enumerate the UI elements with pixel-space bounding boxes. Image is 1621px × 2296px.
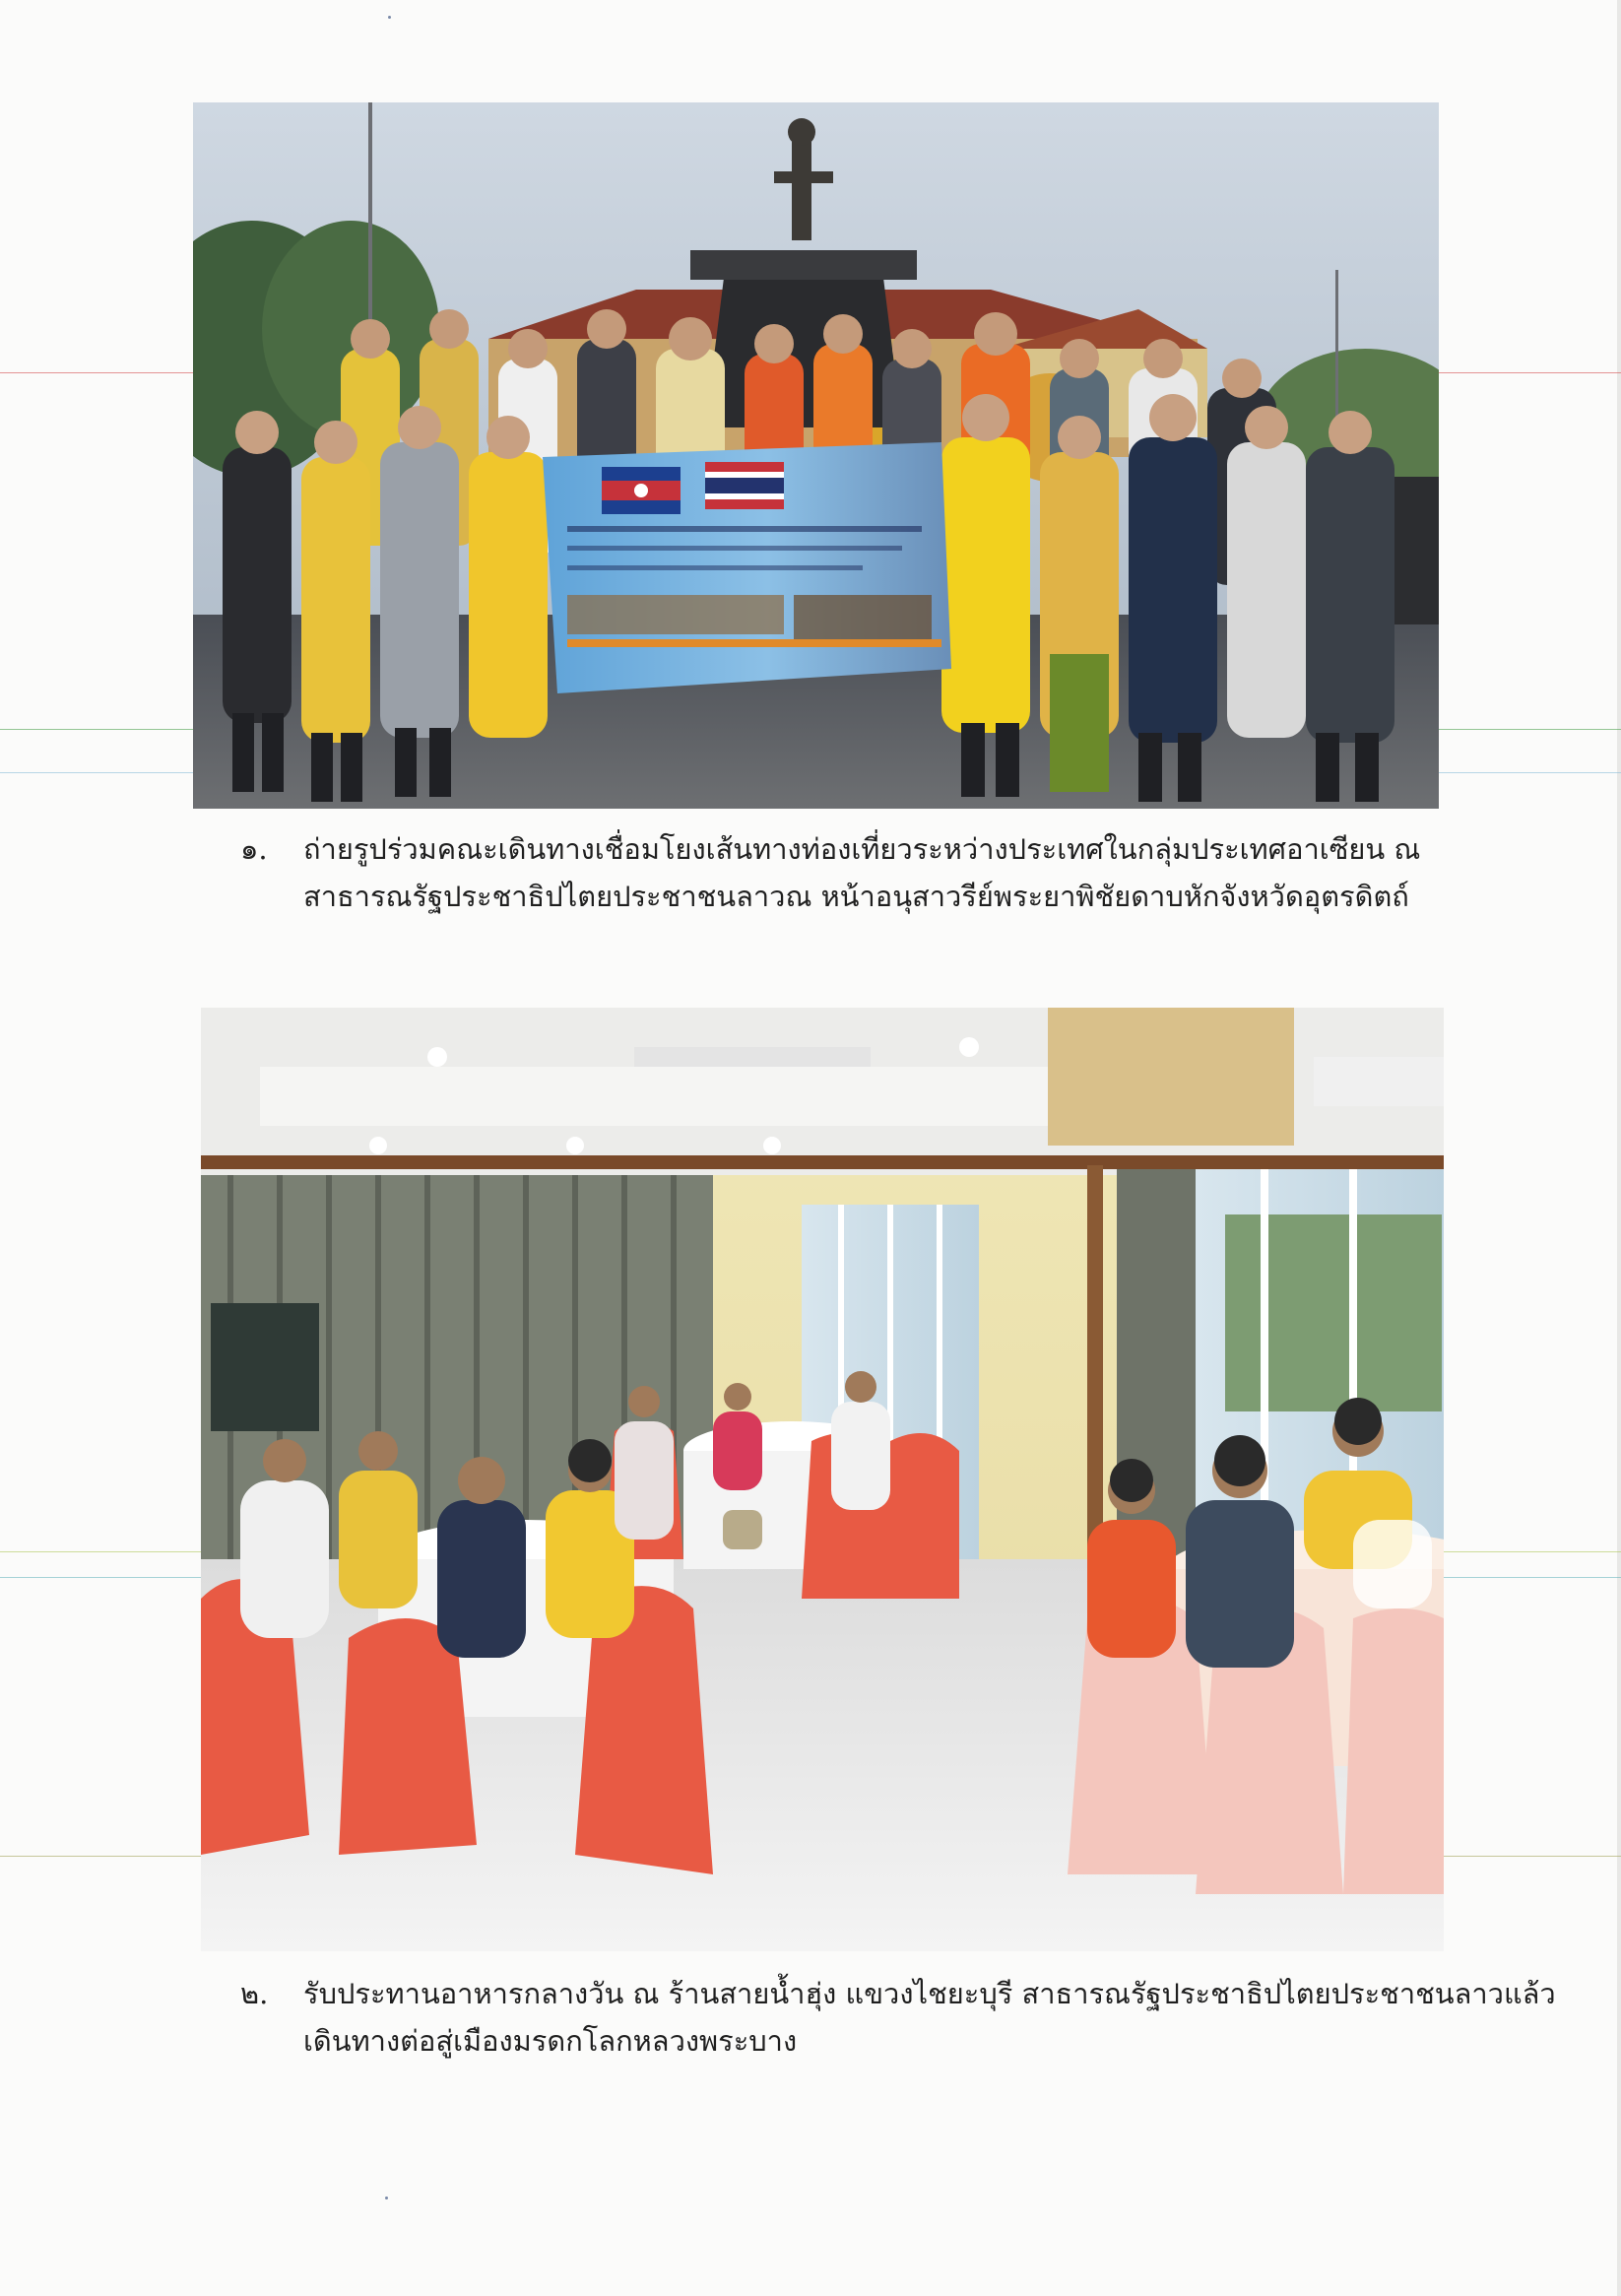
restaurant-lunch-photo	[201, 1008, 1444, 1951]
scan-edge	[1617, 0, 1621, 2296]
scan-speck	[388, 16, 391, 19]
group-photo-monument	[193, 102, 1439, 809]
scan-speck	[385, 2197, 388, 2199]
caption-line: เดินทางต่อสู่เมืองมรดกโลกหลวงพระบาง	[303, 2024, 798, 2058]
caption-number: ๑.	[240, 832, 268, 866]
caption-line: ถ่ายรูปร่วมคณะเดินทางเชื่อมโยงเส้นทางท่องเที่ยวระหว่างประเทศในกลุ่มประเทศอาเซียน ณ	[303, 832, 1421, 866]
figure-caption-2	[240, 1970, 1556, 2065]
caption-line: รับประทานอาหารกลางวัน ณ ร้านสายน้ำฮุ่ง แขวงไชยะบุรี สาธารณรัฐประชาธิปไตยประชาชนลาวแล้ว	[303, 1977, 1556, 2010]
caption-line: สาธารณรัฐประชาธิปไตยประชาชนลาวณ หน้าอนุสาวรีย์พระยาพิชัยดาบหักจังหวัดอุตรดิตถ์	[303, 880, 1409, 913]
caption-number: ๒.	[240, 1977, 269, 2010]
figure-caption-1	[240, 825, 1452, 920]
